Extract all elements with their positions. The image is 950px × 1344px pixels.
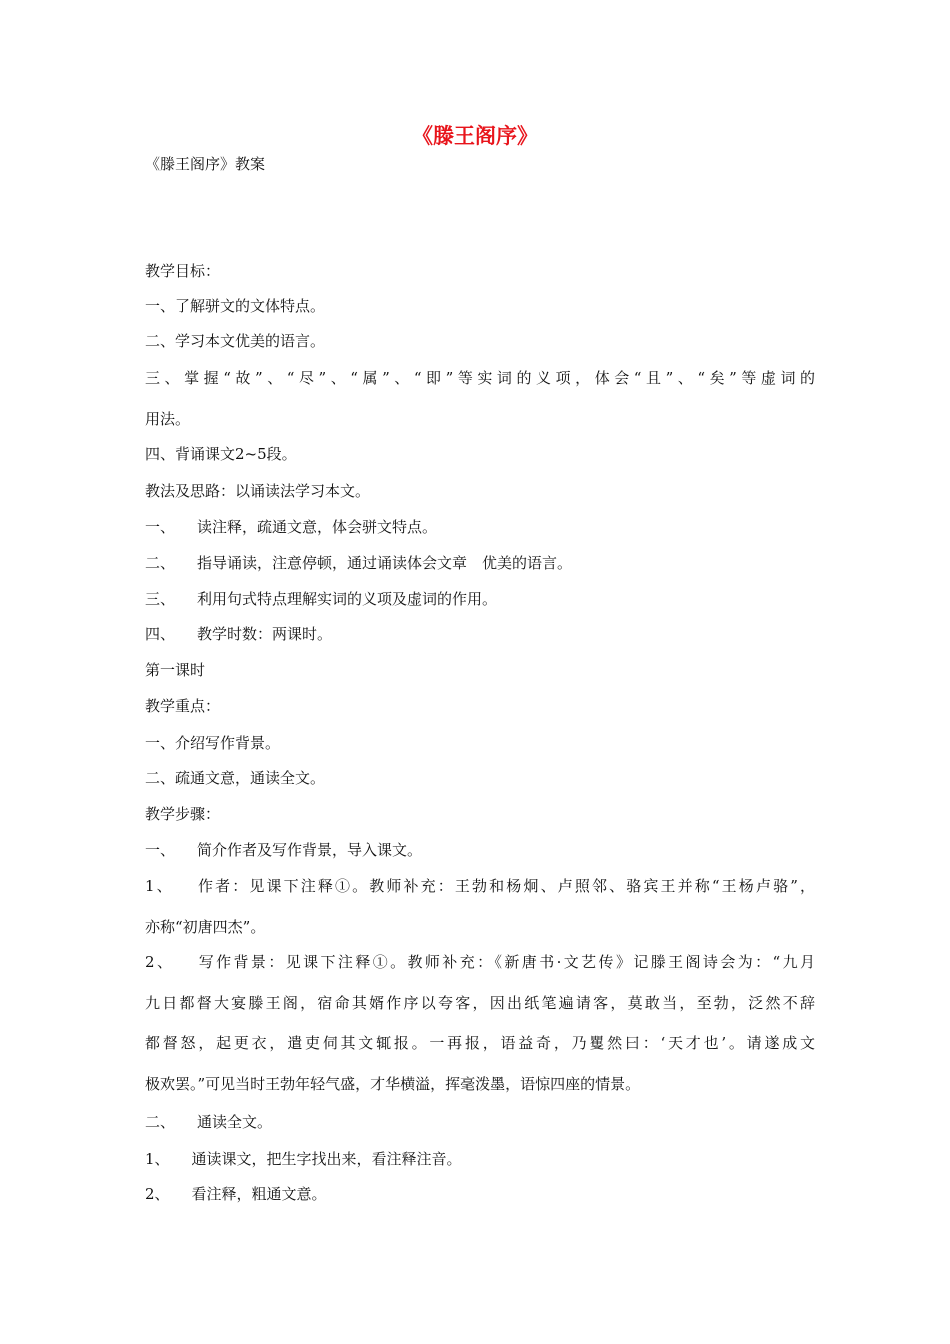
step-2-item-1: [145, 1149, 815, 1169]
step-1-item-2-cont-3: 极欢罢。”可见当时王勃年轻气盛，才华横溢，挥毫泼墨，语惊四座的情景。: [145, 1075, 641, 1093]
document-title: 《滕王阁序》: [412, 124, 538, 148]
list-text: 通读全文。: [197, 1113, 273, 1131]
list-text: 写作背景：见课下注释①。教师补充：《新唐书·文艺传》记滕王阁诗会为：“九月: [196, 953, 815, 971]
list-marker: 二、: [145, 1113, 176, 1131]
document-subtitle: 《滕王阁序》教案: [145, 155, 266, 173]
goal-item-4: 四、背诵课文2~5段。: [145, 445, 297, 463]
method-item-4: [145, 624, 815, 644]
step-2-item-2: [145, 1184, 815, 1204]
lesson-heading: 第一课时: [145, 661, 206, 679]
list-marker: 三、: [145, 590, 176, 608]
list-text: 看注释，粗通文意。: [191, 1185, 327, 1203]
list-text: 通读课文，把生字找出来，看注释注音。: [191, 1150, 462, 1168]
list-marker: 2、: [145, 1185, 170, 1203]
step-1-item-1-cont: 亦称“初唐四杰”。: [145, 918, 266, 936]
list-text: 教学时数：两课时。: [197, 625, 333, 643]
step-1-item-1: [145, 876, 815, 896]
list-text: 简介作者及写作背景，导入课文。: [197, 841, 423, 859]
method-item-2: [145, 553, 815, 573]
list-text: 利用句式特点理解实词的义项及虚词的作用。: [197, 590, 498, 608]
list-text: 读注释，疏通文意，体会骈文特点。: [197, 518, 438, 536]
list-marker: 一、: [145, 841, 176, 859]
heading-steps: 教学步骤：: [145, 805, 221, 823]
list-marker: 一、: [145, 518, 176, 536]
step-1-item-2-cont-1: 九日都督大宴滕王阁，宿命其婿作序以夸客，因出纸笔遍请客，莫敢当，至勃，泛然不辞: [145, 994, 815, 1012]
list-marker: 1、: [145, 877, 174, 895]
heading-key-points: 教学重点：: [145, 697, 221, 715]
list-marker: 2、: [145, 953, 175, 971]
goal-item-2: 二、学习本文优美的语言。: [145, 332, 326, 350]
list-marker: 二、: [145, 554, 176, 572]
key-point-2: 二、疏通文意，通读全文。: [145, 769, 326, 787]
step-2: [145, 1112, 815, 1132]
step-1-item-2-cont-2: 都督怒，起更衣，遣吏伺其文辄报。一再报，语益奇，乃矍然曰：‘天才也’。请遂成文: [145, 1034, 815, 1052]
list-marker: 四、: [145, 625, 176, 643]
step-1: [145, 840, 815, 860]
list-marker: 1、: [145, 1150, 170, 1168]
goal-item-3: 三、掌握“故”、“尽”、“属”、“即”等实词的义项，体会“且”、“矣”等虚词的: [145, 369, 815, 387]
list-text: 指导诵读，注意停顿，通过诵读体会文章 优美的语言。: [197, 554, 573, 572]
goal-item-3-cont: 用法。: [145, 410, 191, 428]
heading-teaching-goals: 教学目标：: [145, 262, 221, 280]
step-1-item-2: [145, 952, 815, 972]
method-item-1: [145, 517, 815, 537]
goal-item-1: 一、了解骈文的文体特点。: [145, 297, 326, 315]
list-text: 作者：见课下注释①。教师补充：王勃和杨炯、卢照邻、骆宾王并称“王杨卢骆”，: [195, 877, 816, 895]
method-paragraph: 教法及思路：以诵读法学习本文。: [145, 482, 371, 500]
key-point-1: 一、介绍写作背景。: [145, 734, 281, 752]
method-item-3: [145, 589, 815, 609]
